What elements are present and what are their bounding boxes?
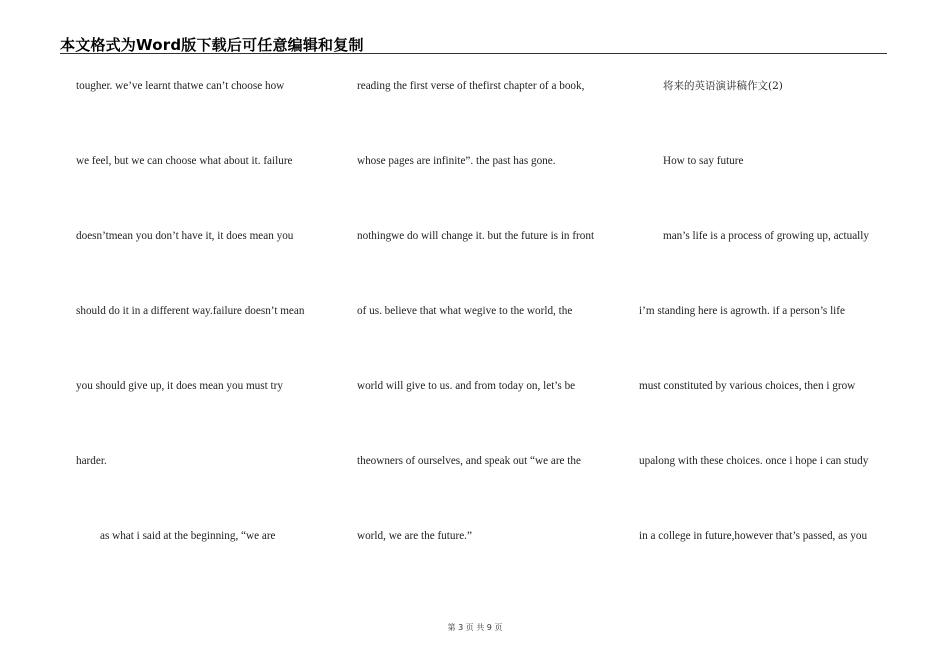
text-line: of us. believe that what wegive to the world, the xyxy=(357,305,573,317)
text-line: i’m standing here is agrowth. if a person’s life xyxy=(639,305,845,317)
text-line: should do it in a different way.failure doesn’t mean xyxy=(76,305,305,317)
text-line: world, we are the future.” xyxy=(357,530,472,542)
text-line: whose pages are infinite”. the past has gone. xyxy=(357,155,556,167)
text-line: harder. xyxy=(76,455,107,467)
text-line: upalong with these choices. once i hope i can study xyxy=(639,455,869,467)
text-line: must constituted by various choices, then i grow xyxy=(639,380,856,392)
text-line: theowners of ourselves, and speak out “we are the xyxy=(357,455,581,467)
text-line: man’s life is a process of growing up, actually xyxy=(663,230,869,242)
document-header-title: 本文格式为Word版下载后可任意编辑和复制 xyxy=(60,36,364,54)
text-line: in a college in future,however that’s passed, as you xyxy=(639,530,868,542)
text-line: How to say future xyxy=(663,155,744,167)
header-divider xyxy=(60,53,887,54)
text-line: we feel, but we can choose what about it. failure xyxy=(76,155,293,167)
text-line: reading the first verse of thefirst chapter of a book, xyxy=(357,80,585,92)
text-line: you should give up, it does mean you must try xyxy=(76,380,283,392)
text-line: tougher. we’ve learnt thatwe can’t choose how xyxy=(76,80,285,92)
section-heading: 将来的英语演讲稿作文(2) xyxy=(663,80,783,92)
text-line: doesn’tmean you don’t have it, it does mean you xyxy=(76,230,294,242)
page-number-footer: 第 3 页 共 9 页 xyxy=(447,623,503,632)
text-line: as what i said at the beginning, “we are xyxy=(100,530,276,542)
text-line: world will give to us. and from today on, let’s be xyxy=(357,380,576,392)
text-line: nothingwe do will change it. but the future is in front xyxy=(357,230,595,242)
